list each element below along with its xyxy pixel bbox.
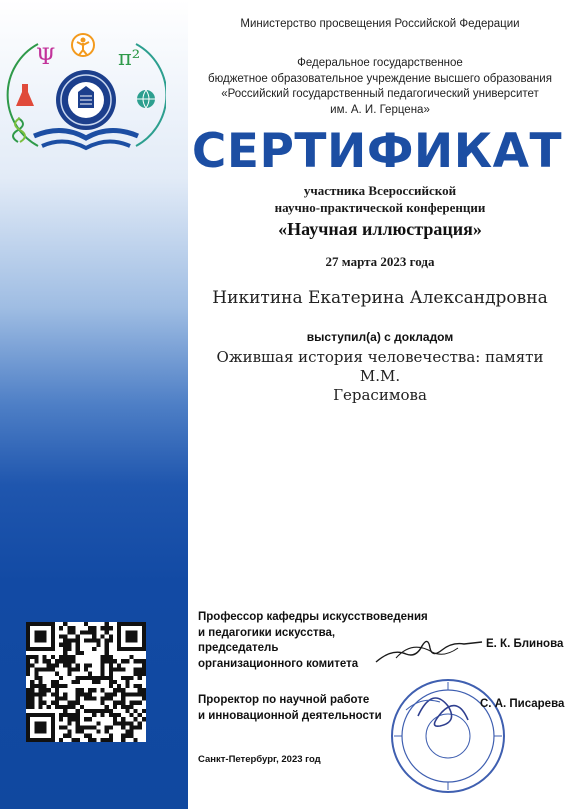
report-title-line: Ожившая история человечества: памяти М.М.	[216, 348, 544, 385]
flask-icon	[16, 84, 34, 106]
certificate-title: СЕРТИФИКАТ	[191, 124, 563, 179]
report-title	[200, 348, 560, 405]
psi-symbol-icon: Ψ	[36, 45, 56, 70]
signatory-title-line: организационного комитета	[198, 657, 359, 670]
open-book-icon	[34, 130, 138, 148]
signatory-title-line: и педагогики искусства,	[198, 626, 336, 639]
signatory-2-title	[198, 693, 398, 724]
recipient-name: Никитина Екатерина Александровна	[212, 288, 548, 308]
globe-icon	[137, 90, 155, 108]
signatory-1-name: Е. К. Блинова	[486, 638, 564, 650]
signatory-title-line: Проректор по научной работе	[198, 694, 370, 706]
institution-line: Федеральное государственное	[297, 57, 463, 69]
emblem-icon	[56, 70, 116, 130]
signatory-title-line: председатель	[198, 642, 279, 654]
participant-description	[205, 182, 555, 216]
pi-squared-icon: π²	[118, 46, 141, 70]
institution-line: им. А. И. Герцена»	[330, 103, 430, 116]
signatory-title-line: и инновационной деятельности	[198, 709, 382, 722]
institution-line: «Российский государственный педагогический университет	[221, 88, 539, 100]
city-year-footer: Санкт-Петербург, 2023 год	[198, 754, 321, 765]
participant-line: научно-практической конференции	[274, 200, 486, 215]
round-seal-stamp-icon	[388, 676, 508, 796]
dna-icon	[13, 118, 25, 142]
university-logo	[6, 28, 166, 168]
conference-name: «Научная иллюстрация»	[278, 219, 482, 239]
signatory-2-name: С. А. Писарева	[480, 698, 565, 710]
report-title-line: Герасимова	[333, 386, 427, 404]
presented-label: выступил(а) с докладом	[306, 330, 454, 344]
institution-name	[205, 56, 555, 118]
ministry-name: Министерство просвещения Российской Федерации	[240, 18, 520, 30]
qr-modules	[26, 622, 146, 742]
conference-date: 27 марта 2023 года	[325, 254, 435, 269]
person-icon	[72, 34, 94, 56]
qr-code-icon	[26, 622, 146, 742]
participant-line: участника Всероссийской	[303, 183, 457, 198]
signature-1-icon	[372, 628, 484, 672]
signatory-title-line: Профессор кафедры искусствоведения	[198, 611, 428, 623]
institution-line: бюджетное образовательное учреждение высшего образования	[208, 72, 552, 85]
